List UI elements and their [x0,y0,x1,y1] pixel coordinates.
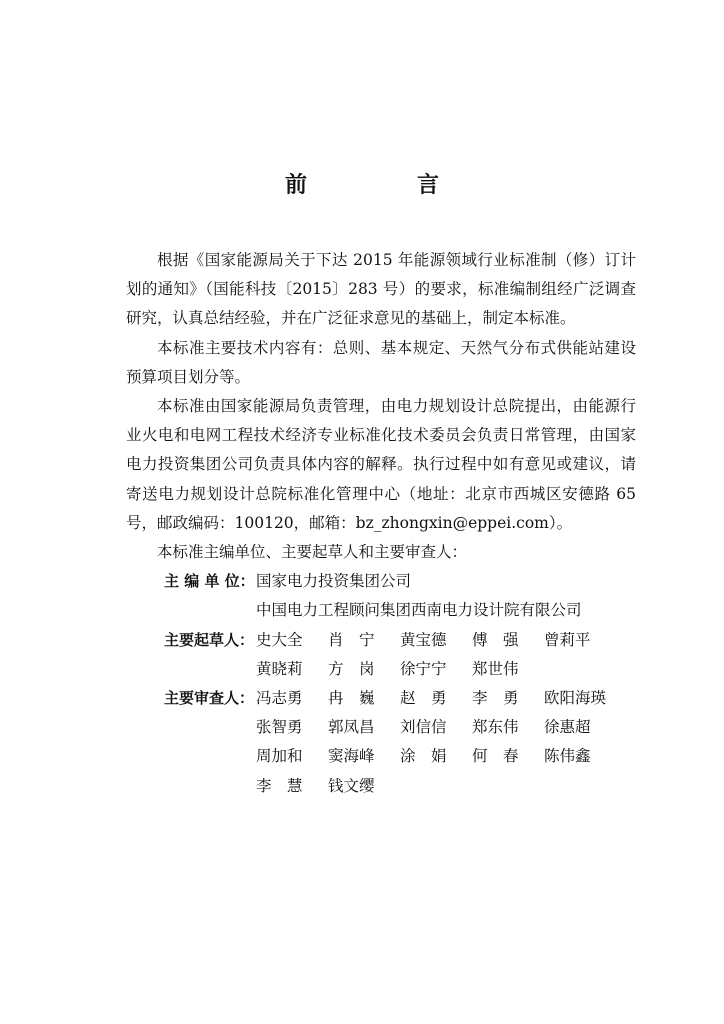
reviewer-name: 李 勇 [472,688,519,707]
drafters-label: 主要起草人： [164,630,255,649]
chief-editor-unit: 国家电力投资集团公司 [256,572,412,591]
preface-body [126,246,636,801]
drafters-row [126,626,636,655]
reviewer-name: 刘信信 [400,718,447,737]
drafter-name: 黄宝德 [400,630,447,649]
reviewer-name: 冉 巍 [328,688,375,707]
reviewer-name: 冯志勇 [256,688,303,707]
reviewer-name: 徐惠超 [544,718,591,737]
drafter-name: 肖 宁 [328,630,375,649]
reviewers-label: 主要审查人： [164,688,255,707]
drafter-name: 傅 强 [472,630,519,649]
page-title: 前 言 [284,173,483,198]
drafter-name: 徐宁宁 [400,659,447,678]
chief-editor-unit: 中国电力工程顾问集团西南电力设计院有限公司 [256,601,582,620]
chief-editor-row [126,567,636,596]
reviewers-row [126,713,636,742]
reviewer-name: 郭凤昌 [328,718,375,737]
reviewer-name: 钱文缨 [328,776,375,795]
reviewer-name: 陈伟鑫 [544,747,591,766]
drafter-name: 黄晓莉 [256,659,303,678]
paragraph-intro-contributors: 本标准主编单位、主要起草人和主要审查人： [157,543,468,562]
reviewer-name: 周加和 [256,747,303,766]
chief-editor-label: 主 编 单 位： [164,572,255,591]
drafter-name: 曾莉平 [544,630,591,649]
reviewer-name: 窦海峰 [328,747,375,766]
chief-editor-row [126,596,636,625]
drafter-name: 方 岗 [328,659,375,678]
paragraph-basis: 根据《国家能源局关于下达 2015 年能源领域行业标准制（修）订计划的通知》（国能科技〔2015〕283 号）的要求，标准编制组经广泛调查研究，认真总结经验，并在广泛征求意见的基础上，制定本标准。 [126,251,636,328]
reviewer-name: 郑东伟 [472,718,519,737]
paragraph-content: 本标准主要技术内容有：总则、基本规定、天然气分布式供能站建设预算项目划分等。 [126,338,636,386]
reviewer-name: 李 慧 [256,776,303,795]
reviewers-row [126,684,636,713]
reviewers-row [126,742,636,771]
reviewer-name: 何 春 [472,747,519,766]
reviewer-name: 欧阳海瑛 [544,688,607,707]
drafter-name: 史大全 [256,630,303,649]
reviewer-name: 涂 娟 [400,747,447,766]
drafter-name: 郑世伟 [472,659,519,678]
contributors-block [126,567,636,801]
paragraph-management: 本标准由国家能源局负责管理，由电力规划设计总院提出，由能源行业火电和电网工程技术经济专业标准化技术委员会负责日常管理，由国家电力投资集团公司负责具体内容的解释。执行过程中如有意见或建议，请寄送电力规划设计总院标准化管理中心（地址：北京市西城区安德路 65 号，邮政编码：100120，邮箱：bz_zhongxin@eppei.com）。 [126,397,636,532]
reviewers-row [126,772,636,801]
reviewer-name: 赵 勇 [400,688,447,707]
drafters-row [126,655,636,684]
reviewer-name: 张智勇 [256,718,303,737]
